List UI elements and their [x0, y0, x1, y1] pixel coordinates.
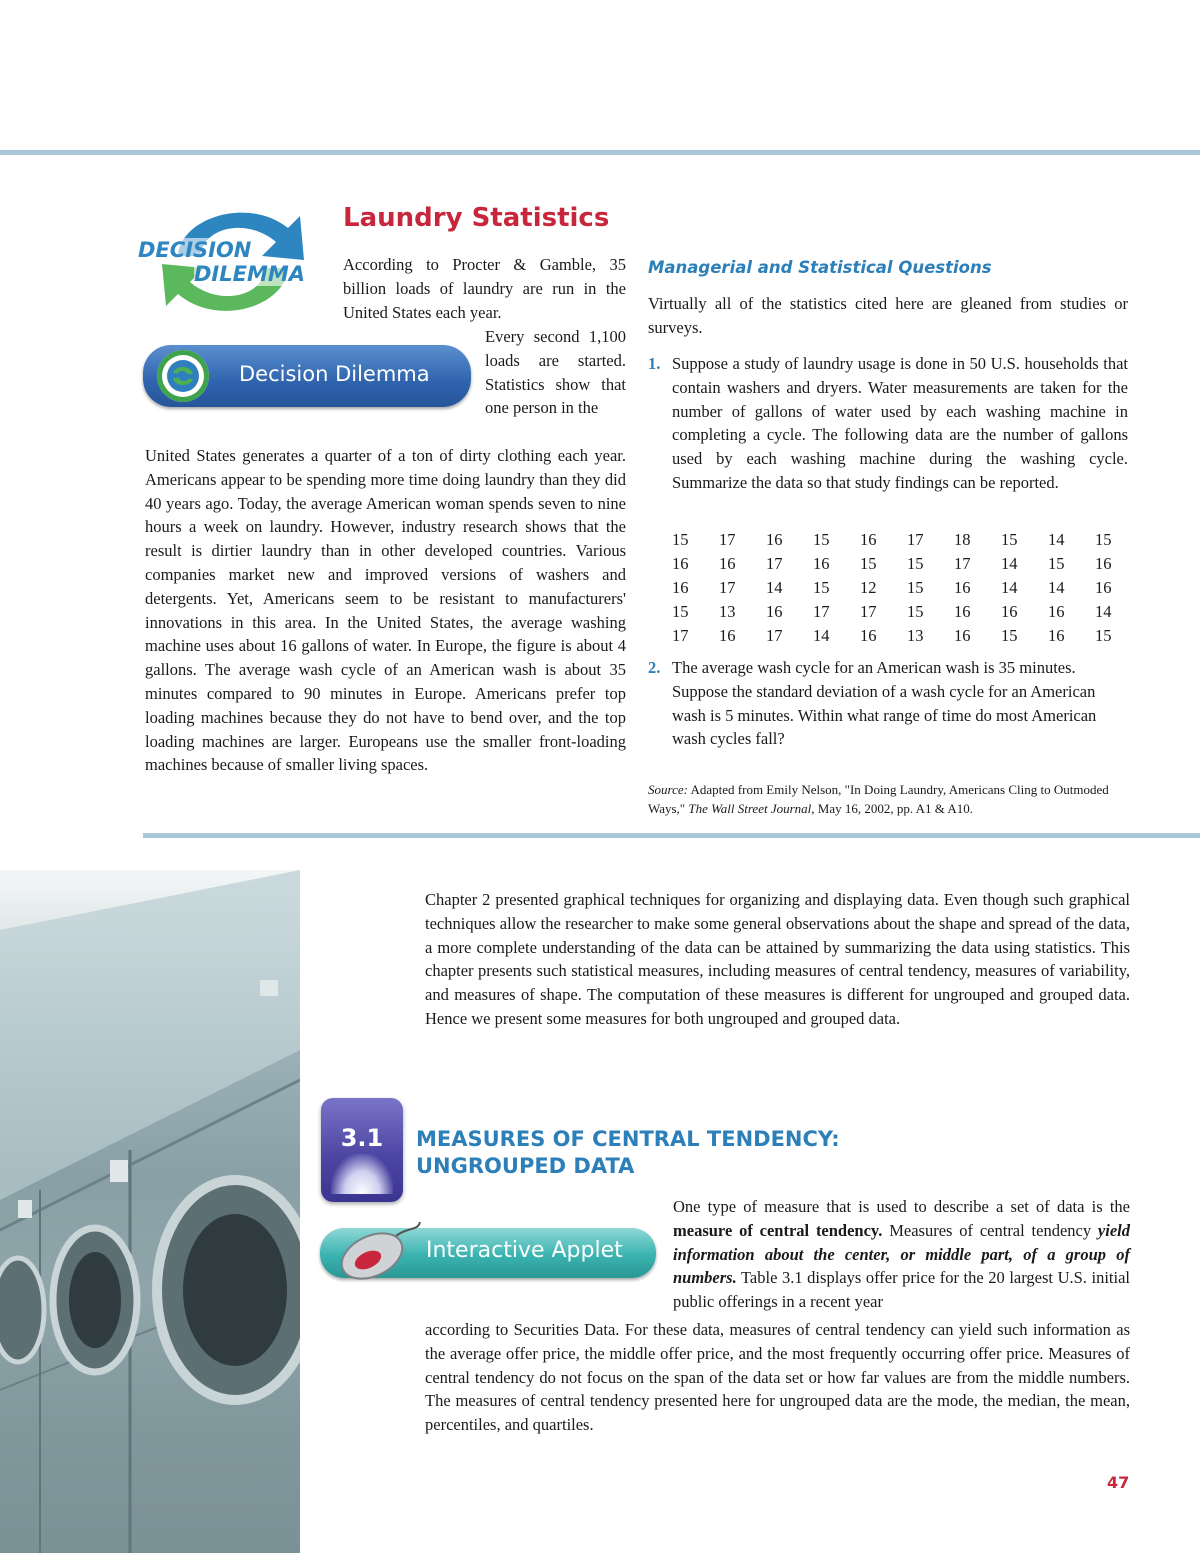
section-text-b: Measures of central tendency — [882, 1220, 1098, 1240]
data-cell: 16 — [1095, 554, 1112, 573]
data-cell: 15 — [907, 602, 924, 621]
data-cell: 14 — [1001, 554, 1018, 573]
section-text-c: Table 3.1 displays offer price for the 20 largest U.S. initial public offerings in a recent year — [673, 1268, 1130, 1312]
question-1-number: 1. — [648, 354, 661, 373]
question-2-text: The average wash cycle for an American wash is 35 minutes. Suppose the standard deviation of a wash cycle for an American wash is 5 minutes. Within what range of time do most American wash cycles fall? — [672, 658, 1097, 749]
data-cell: 16 — [766, 602, 783, 621]
source-label: Source: — [648, 782, 688, 797]
data-cell: 17 — [813, 602, 830, 621]
data-cell: 15 — [1001, 626, 1018, 645]
section-number: 3.1 — [340, 1124, 384, 1152]
question-1-text: Suppose a study of laundry usage is done in 50 U.S. households that contain washers and dryers. Water measurements are taken for the number of gallons of water used by each washing machine in completing a cycle. The following data are the number of gallons used by each washing machine during the washing cycle. Summarize the data so that study findings can be reported. — [672, 354, 1128, 492]
question-1 — [648, 352, 1128, 495]
decision-title: Laundry Statistics — [343, 203, 610, 233]
section-number-badge — [321, 1098, 403, 1202]
data-cell: 16 — [954, 602, 971, 621]
data-cell: 17 — [907, 530, 924, 549]
data-cell: 16 — [766, 530, 783, 549]
data-cell: 16 — [719, 626, 736, 645]
data-cell: 17 — [766, 554, 783, 573]
data-cell: 17 — [860, 602, 877, 621]
data-cell: 17 — [766, 626, 783, 645]
data-cell: 14 — [1048, 578, 1065, 597]
laundromat-photo — [0, 870, 300, 1553]
data-cell: 16 — [1001, 602, 1018, 621]
data-cell: 16 — [813, 554, 830, 573]
section-term: measure of central tendency. — [673, 1220, 883, 1240]
source-note — [648, 780, 1133, 818]
data-cell: 16 — [672, 554, 689, 573]
questions-intro: Virtually all of the statistics cited here are gleaned from studies or surveys. — [648, 294, 1128, 337]
decision-para-rest: United States generates a quarter of a ton of dirty clothing each year. Americans appear to be spending more time doing laundry than they did 40 years ago. Today, the average American woman spends seven to nine hours a week on laundry. However, industry research shows that the result is dirtier laundry than in other developed countries. Various companies market new and improved versions of washers and detergents. Yet, Americans seem to be resistant to manufacturers' innovations in this area. In the United States, the average washing machine uses about 16 gallons of water. In Europe, the figure is about 4 gallons. The average wash cycle of an American wash is about 35 minutes compared to 90 minutes in Europe. Americans prefer top loading machines because they do not have to bend over, and the top loading machines are larger. Europeans use the smaller front-loading machines because of smaller living spaces. — [145, 446, 626, 775]
data-cell: 17 — [954, 554, 971, 573]
data-cell: 15 — [813, 578, 830, 597]
section-text-a: One type of measure that is used to describe a set of data is the — [673, 1197, 1130, 1216]
chapter-intro: Chapter 2 presented graphical techniques for organizing and displaying data. Even though such graphical techniques allow the researcher to make some general observations about the shape and spread of the data, a more complete understanding of the data can be attained by summarizing the data using statistics. This chapter presents such statistical measures, including measures of central tendency, measures of variability, and measures of shape. The computation of these measures is different for ungrouped and grouped data. Hence we present some measures for both ungrouped and grouped data. — [425, 890, 1130, 1028]
decision-para-narrow: Every second 1,100 loads are started. Statistics show that one person in the — [485, 327, 626, 418]
data-cell: 16 — [1048, 626, 1065, 645]
data-cell: 16 — [672, 578, 689, 597]
washing-machines-illustration — [0, 870, 300, 1553]
interactive-applet-button[interactable] — [320, 1228, 656, 1278]
data-cell: 15 — [672, 530, 689, 549]
data-cell: 16 — [860, 530, 877, 549]
question-2-number: 2. — [648, 658, 661, 677]
data-cell: 14 — [1048, 530, 1065, 549]
decision-dilemma-logo — [138, 198, 328, 322]
data-cell: 16 — [719, 554, 736, 573]
data-cell: 17 — [719, 578, 736, 597]
data-cell: 15 — [907, 578, 924, 597]
section-title-line2: UNGROUPED DATA — [416, 1154, 635, 1178]
page-number: 47 — [1107, 1473, 1130, 1492]
data-cell: 15 — [1095, 626, 1112, 645]
gallons-data-table — [672, 528, 1142, 648]
data-cell: 14 — [1095, 602, 1112, 621]
data-cell: 14 — [813, 626, 830, 645]
data-cell: 13 — [719, 602, 736, 621]
data-cell: 15 — [1048, 554, 1065, 573]
data-cell: 16 — [860, 626, 877, 645]
question-2 — [648, 656, 1128, 751]
data-cell: 15 — [1095, 530, 1112, 549]
data-cell: 14 — [766, 578, 783, 597]
decision-dilemma-button[interactable] — [143, 345, 471, 407]
section-para-rest: according to Securities Data. For these data, measures of central tendency can yield such information as the average offer price, the middle offer price, and the most frequently occurring offer price. Measures of central tendency do not focus on the span of the data set or how far values are from the middle numbers. The measures of central tendency presented here for ungrouped data are the mode, the median, the mean, percentiles, and quartiles. — [425, 1320, 1130, 1435]
data-cell: 13 — [907, 626, 924, 645]
data-cell: 18 — [954, 530, 971, 549]
interactive-applet-label: Interactive Applet — [426, 1238, 623, 1263]
data-cell: 15 — [672, 602, 689, 621]
source-text: Adapted from Emily Nelson, "In Doing Laundry, Americans Cling to Outmoded Ways," — [648, 782, 1109, 816]
section-title-line1: MEASURES OF CENTRAL TENDENCY: — [416, 1127, 840, 1151]
data-cell: 16 — [1048, 602, 1065, 621]
section-para-top — [673, 1195, 1130, 1314]
mouse-icon — [332, 1218, 422, 1288]
decision-para-top: According to Procter & Gamble, 35 billion loads of laundry are run in the United States each year. — [343, 255, 626, 322]
logo-word-dilemma: DILEMMA — [194, 262, 306, 286]
middle-divider — [143, 833, 1200, 838]
logo-word-decision: DECISION — [138, 238, 252, 262]
data-cell: 16 — [954, 626, 971, 645]
globe-icon — [157, 350, 209, 402]
data-cell: 12 — [860, 578, 877, 597]
data-cell: 15 — [860, 554, 877, 573]
top-divider — [0, 150, 1200, 155]
data-cell: 14 — [1001, 578, 1018, 597]
questions-heading: Managerial and Statistical Questions — [648, 258, 992, 277]
decision-dilemma-button-label: Decision Dilemma — [239, 362, 430, 386]
data-cell: 15 — [907, 554, 924, 573]
data-cell: 17 — [672, 626, 689, 645]
data-cell: 15 — [1001, 530, 1018, 549]
source-journal: The Wall Street Journal, — [688, 801, 815, 816]
badge-glow — [331, 1154, 393, 1194]
data-cell: 16 — [954, 578, 971, 597]
data-cell: 17 — [719, 530, 736, 549]
section-italic-definition: yield information about the center, or middle part, of a group of numbers. — [673, 1220, 1130, 1288]
data-cell: 16 — [1095, 578, 1112, 597]
source-tail: May 16, 2002, pp. A1 & A10. — [817, 801, 974, 816]
data-cell: 15 — [813, 530, 830, 549]
